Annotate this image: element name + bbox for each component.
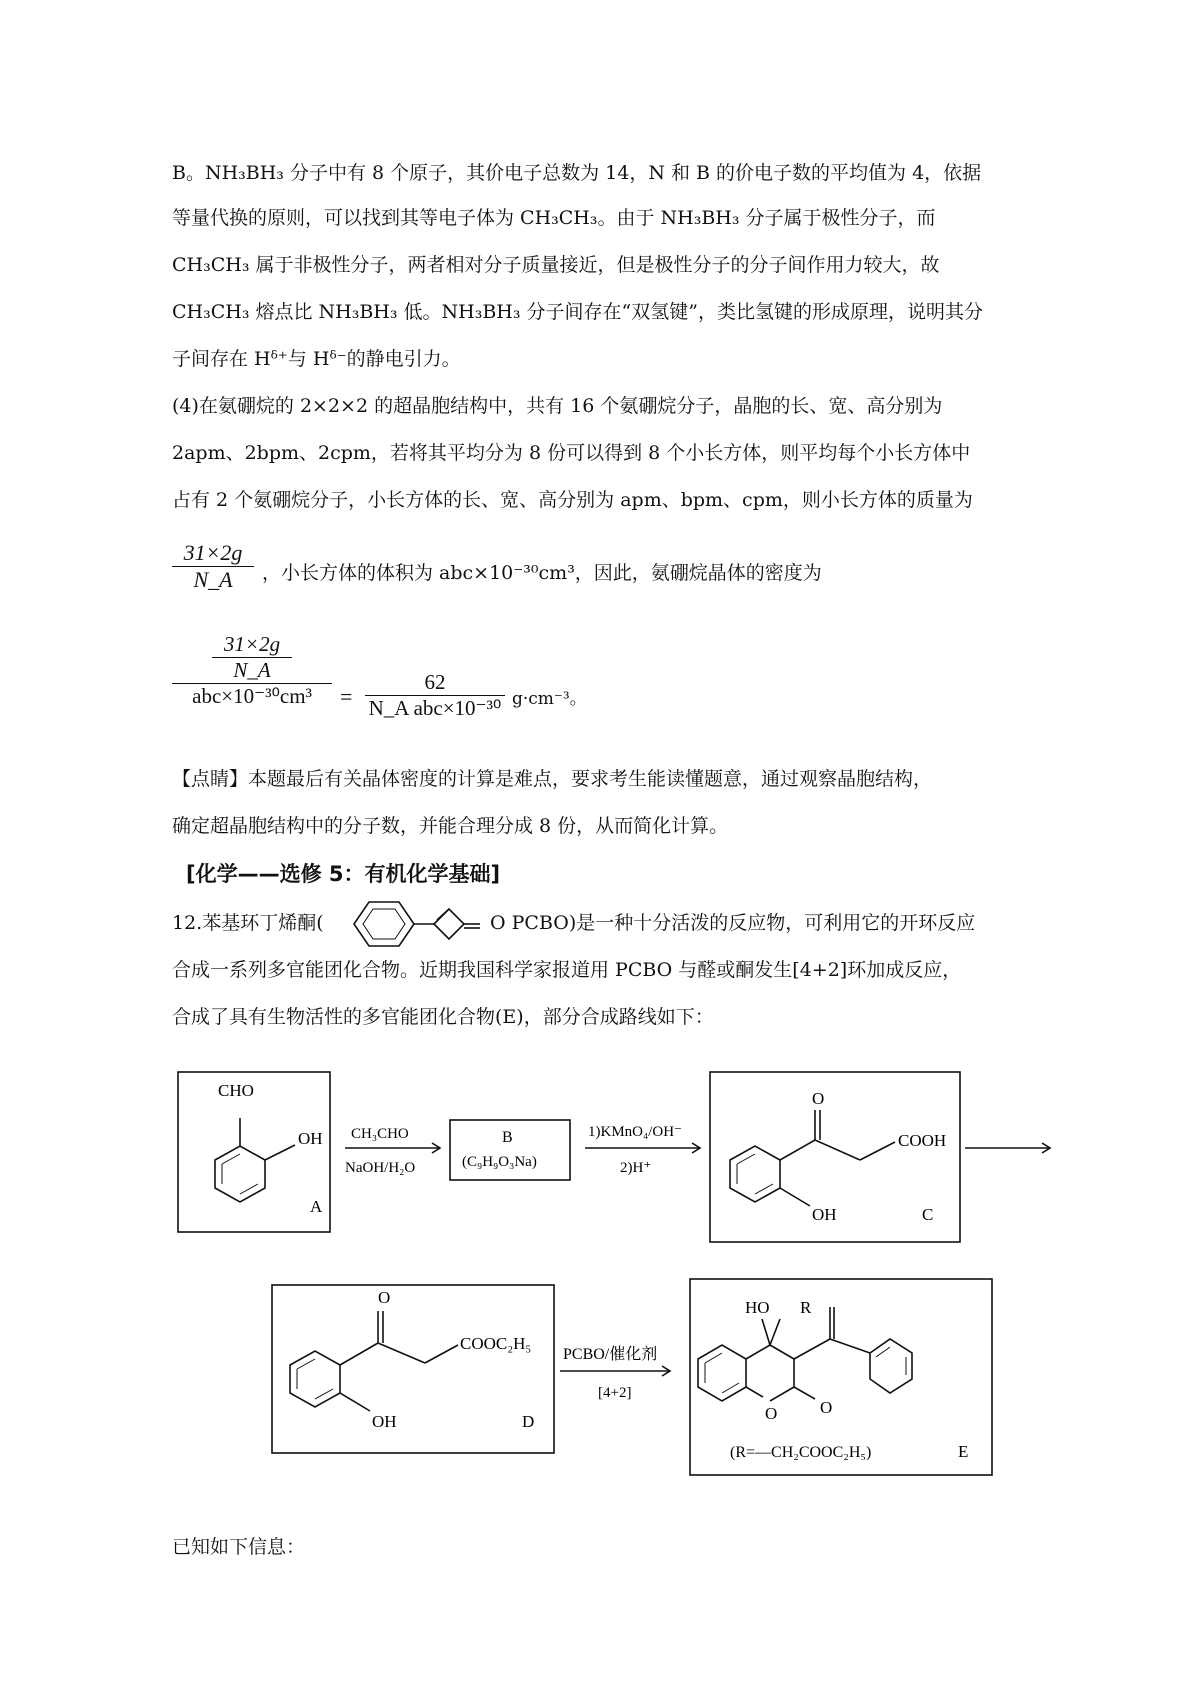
section-heading: [化学——选修 5：有机化学基础] (186, 862, 501, 886)
density-inner-denominator: N_A (233, 658, 271, 682)
paragraph1-line2: 等量代换的原则，可以找到其等电子体为 CH₃CH₃。由于 NH₃BH₃ 分子属于极性分子，而 (172, 207, 936, 229)
compound-e-label: E (958, 1442, 969, 1461)
compound-d-ester: COOC₂H₅ (460, 1334, 532, 1353)
compound-a-box (178, 1072, 330, 1232)
paragraph1-line3: CH₃CH₃ 属于非极性分子，两者相对分子质量接近，但是极性分子的分子间作用力较大，故 (172, 254, 940, 276)
compound-d-oh: OH (372, 1412, 397, 1431)
synthesis-scheme-row1 (0, 1060, 1200, 1250)
paragraph1-line4: CH₃CH₃ 熔点比 NH₃BH₃ 低。NH₃BH₃ 分子间存在“双氢键”，类比氢键的形成原理，说明其分 (172, 301, 983, 323)
synthesis-scheme-row2 (0, 1275, 1200, 1480)
question12-line2: 合成一系列多官能团化合物。近期我国科学家报道用 PCBO 与醛或酮发生[4+2]环加成反应， (172, 959, 962, 981)
compound-b-label: B (502, 1129, 513, 1146)
reagent1-bottom: NaOH/H₂O (345, 1160, 416, 1176)
comment-line1: 【点睛】本题最后有关晶体密度的计算是难点，要求考生能读懂题意，通过观察晶胞结构， (172, 768, 933, 790)
compound-e-carbonyl-o: O (820, 1398, 833, 1417)
reagent3-top: PCBO/催化剂 (563, 1346, 658, 1363)
compound-a-cho: CHO (218, 1081, 254, 1100)
comment-line2: 确定超晶胞结构中的分子数，并能合理分成 8 份，从而简化计算。 (172, 815, 729, 837)
compound-b-formula: (C₉H₉O₃Na) (462, 1154, 537, 1170)
paragraph2-line1: (4)在氨硼烷的 2×2×2 的超晶胞结构中，共有 16 个氨硼烷分子，晶胞的长、宽、高分别为 (172, 395, 943, 417)
compound-a-oh: OH (298, 1129, 323, 1148)
mass-fraction-numerator: 31×2g (183, 540, 243, 565)
compound-d-label: D (522, 1412, 535, 1431)
density-outer-denominator: abc×10⁻³⁰cm³ (192, 684, 312, 708)
formula1-text: ，小长方体的体积为 abc×10⁻³⁰cm³，因此，氨硼烷晶体的密度为 (262, 562, 822, 584)
density-result-numerator: 62 (424, 670, 446, 694)
paragraph2-line2: 2apm、2bpm、2cpm，若将其平均分为 8 份可以得到 8 个小长方体，则平均每个小长方体中 (172, 442, 971, 464)
compound-c-label: C (922, 1205, 934, 1224)
compound-e-ring-o: O (765, 1404, 778, 1423)
known-info-text: 已知如下信息： (172, 1536, 306, 1558)
compound-c-oh: OH (812, 1205, 837, 1224)
question12-line1-end: O PCBO)是一种十分活泼的反应物，可利用它的开环反应 (490, 912, 976, 934)
reagent1-top: CH₃CHO (351, 1126, 409, 1142)
density-inner-numerator: 31×2g (223, 632, 281, 656)
mass-fraction-denominator: N_A (193, 567, 233, 592)
compound-d-o: O (378, 1288, 391, 1307)
pcbo-structure (334, 896, 482, 952)
compound-a-label: A (310, 1197, 323, 1216)
compound-e-r-definition: (R=—CH₂COOC₂H₅) (730, 1444, 872, 1461)
compound-e-ho: HO (745, 1298, 770, 1317)
compound-e-r: R (800, 1298, 812, 1317)
density-unit: g·cm⁻³。 (512, 689, 587, 709)
paragraph1-line1: B。NH₃BH₃ 分子中有 8 个原子，其价电子总数为 14，N 和 B 的价电子数的平均值为 4，依据 (172, 162, 982, 184)
reagent3-bottom: [4+2] (598, 1385, 632, 1401)
density-result-denominator: N_A abc×10⁻³⁰ (368, 696, 502, 720)
density-fraction (172, 632, 332, 709)
question12-line1-start: 12.苯基环丁烯酮( (172, 912, 324, 934)
compound-c-o: O (812, 1089, 825, 1108)
equals-sign: = (340, 684, 353, 709)
question12-line3: 合成了具有生物活性的多官能团化合物(E)，部分合成路线如下： (172, 1006, 714, 1028)
compound-c-cooh: COOH (898, 1131, 947, 1150)
paragraph2-line3: 占有 2 个氨硼烷分子，小长方体的长、宽、高分别为 apm、bpm、cpm，则小长方体的质量为 (172, 489, 973, 511)
reagent2-top: 1)KMnO₄/OH⁻ (588, 1124, 682, 1140)
mass-fraction (172, 540, 254, 593)
reagent2-bottom: 2)H⁺ (620, 1160, 652, 1176)
paragraph1-line5: 子间存在 Hᵟ⁺与 Hᵟ⁻的静电引力。 (172, 348, 461, 370)
density-result-fraction (365, 670, 505, 721)
